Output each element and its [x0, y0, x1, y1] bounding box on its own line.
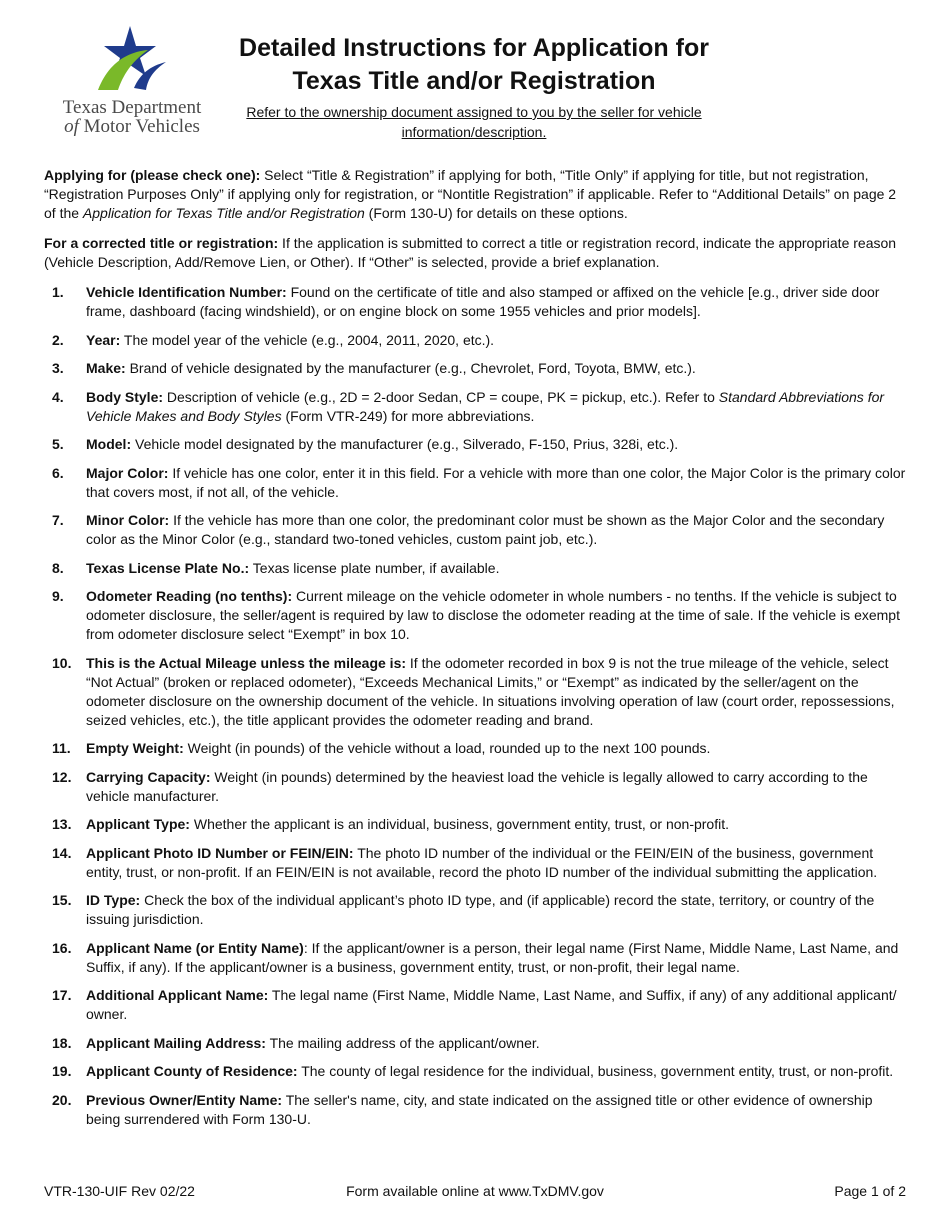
item-label: Applicant Name (or Entity Name)	[86, 939, 304, 956]
item-label: Vehicle Identification Number:	[86, 284, 287, 300]
list-item	[44, 844, 908, 882]
item-label: Applicant County of Residence:	[86, 1063, 298, 1079]
item-description	[86, 283, 908, 321]
item-number: 5.	[52, 436, 64, 452]
item-label: Texas License Plate No.:	[86, 559, 250, 576]
item-text-run: The seller's name, city, and state indicated on the assigned title or other evidence of ownership being surrendered with Form 130-U.	[86, 1091, 873, 1127]
item-number: 6.	[52, 464, 64, 481]
item-number: 17.	[52, 987, 72, 1003]
list-item	[44, 559, 908, 578]
item-text-run: The county of legal residence for the individual, business, government entity, trust, or non-profit.	[297, 1063, 894, 1079]
item-description	[86, 844, 908, 882]
item-text-run: The legal name (First Name, Middle Name, Last Name, and Suffix, if any) of any additional applicant/ owner.	[86, 987, 897, 1022]
logo-motor-vehicles: Motor Vehicles	[78, 116, 200, 137]
list-item	[44, 986, 908, 1024]
item-text-run: Whether the applicant is an individual, business, government entity, trust, or non-profit.	[189, 816, 729, 832]
item-text-run: Check the box of the individual applicant’s photo ID type, and (if applicable) record the state, territory, or country of the issuing jurisdiction.	[86, 892, 875, 927]
item-text-run: If the application is submitted to correct a title or registration record, indicate the appropriate reason (Vehicle Description, Add/Remove Lien, or Other). If “Other” is selected, provide a brief explanation.	[44, 235, 897, 270]
item-text-run: The model year of the vehicle (e.g., 2004, 2011, 2020, etc.).	[120, 331, 495, 348]
item-description	[86, 815, 908, 834]
page-footer	[44, 1183, 906, 1203]
item-label: Applicant Photo ID Number or FEIN/EIN:	[86, 844, 354, 861]
list-item	[44, 1034, 908, 1053]
item-number: 13.	[52, 816, 72, 832]
item-label: Applicant Mailing Address:	[86, 1034, 266, 1051]
item-label: For a corrected title or registration:	[44, 235, 279, 251]
item-description	[86, 587, 908, 644]
item-description	[86, 654, 908, 730]
instructions-body	[44, 166, 908, 1138]
item-number: 7.	[52, 512, 64, 528]
item-label: ID Type:	[86, 892, 141, 908]
list-item	[44, 654, 908, 730]
item-label: This is the Actual Mileage unless the mileage is:	[86, 654, 407, 671]
item-label: Major Color:	[86, 464, 169, 481]
item-description	[86, 511, 908, 549]
item-label: Minor Color:	[86, 512, 170, 528]
numbered-instructions-list	[44, 283, 908, 1129]
item-description	[86, 435, 908, 454]
item-description	[86, 1034, 908, 1053]
item-description	[86, 986, 908, 1024]
item-number: 20.	[52, 1091, 72, 1108]
item-text-run: Found on the certificate of title and also stamped or affixed on the vehicle [e.g., driver side door frame, dashboard (facing windshield), or on engine block on some 1955 vehicles and prior models].	[86, 284, 880, 319]
list-item	[44, 815, 908, 834]
intro-paragraph	[44, 234, 908, 272]
item-description	[86, 559, 908, 578]
item-number: 12.	[52, 768, 72, 785]
online-availability: Form available online at www.TxDMV.gov	[346, 1183, 604, 1199]
item-label: Make:	[86, 360, 126, 376]
list-item	[44, 1062, 908, 1081]
item-description	[86, 464, 908, 502]
item-text-run: If the odometer recorded in box 9 is not the true mileage of the vehicle, select “Not Actual” (broken or replaced odometer), “Exceeds Mechanical Limits,” or “Exempt” as indicated by the seller/agent on the odometer disclosure on the ownership document of the vehicle. In situations involving operation of law (court order, repossessions, seized vehicles, etc.), the title applicant provides the odometer reading and brand.	[86, 654, 895, 728]
item-label: Year:	[86, 331, 121, 348]
item-text-run: Weight (in pounds) of the vehicle without a load, rounded up to the next 100 pounds.	[183, 740, 711, 756]
page-title-line1: Detailed Instructions for Application for	[239, 34, 709, 62]
logo-line1: Texas Department	[62, 97, 202, 118]
item-number: 18.	[52, 1034, 72, 1051]
logo-of: of	[64, 116, 79, 137]
item-text-run: Vehicle model designated by the manufacturer (e.g., Silverado, F-150, Prius, 328i, etc.).	[131, 436, 679, 452]
intro-paragraph	[44, 166, 908, 223]
item-text-italic: Standard Abbreviations for Vehicle Makes and Body Styles	[86, 388, 885, 424]
item-text-run: The photo ID number of the individual or the FEIN/EIN of the business, government entity, trust, or non-profit. If an FEIN/EIN is not available, record the photo ID number of the individual submitting the application.	[86, 844, 878, 880]
item-label: Model:	[86, 436, 132, 452]
txdmv-logo	[52, 24, 212, 140]
item-description	[86, 739, 908, 758]
item-number: 8.	[52, 559, 64, 576]
page-header	[224, 32, 724, 142]
item-text-run: Select “Title & Registration” if applying for both, “Title Only” if applying for title, but not registration, “Registration Purposes Only” if applying only for registration, or “Nontitle Registration” if applicable. Refer to “Additional Details” on page 2 of the	[44, 167, 897, 221]
item-text-run: Current mileage on the vehicle odometer in whole numbers - no tenths. If the vehicle is subject to odometer disclosure, the seller/agent is required by law to disclose the odometer reading at the time of sale. If the vehicle is exempt from odometer disclosure select “Exempt” in box 10.	[86, 588, 900, 642]
item-text-run: If the vehicle has more than one color, the predominant color must be shown as the Major Color and the secondary color as the Minor Color (e.g., standard two-toned vehicles, custom paint job, etc.).	[86, 512, 885, 547]
item-label: Applicant Type:	[86, 816, 190, 832]
list-item	[44, 331, 908, 350]
list-item	[44, 768, 908, 806]
item-label: Previous Owner/Entity Name:	[86, 1091, 283, 1108]
star-logo-icon	[94, 24, 170, 96]
list-item	[44, 739, 908, 758]
item-text-run: The mailing address of the applicant/owner.	[265, 1034, 540, 1051]
item-label: Carrying Capacity:	[86, 768, 211, 785]
logo-line2	[52, 117, 212, 136]
item-description	[86, 768, 908, 806]
item-label: Applying for (please check one):	[44, 167, 261, 183]
item-number: 19.	[52, 1063, 72, 1079]
item-description	[86, 331, 908, 350]
list-item	[44, 511, 908, 549]
item-number: 16.	[52, 939, 72, 956]
item-number: 2.	[52, 331, 64, 348]
item-text-run: Brand of vehicle designated by the manufacturer (e.g., Chevrolet, Ford, Toyota, BMW, etc.).	[125, 360, 696, 376]
item-number: 11.	[52, 740, 71, 756]
list-item	[44, 283, 908, 321]
item-description	[86, 891, 908, 929]
item-description	[86, 359, 908, 378]
intro-section	[44, 166, 908, 272]
item-text-run: : If the applicant/owner is a person, their legal name (First Name, Middle Name, Last Name, and Suffix, if any). If the applicant/owner is a business, government entity, trust, or non-profit, their legal name.	[86, 939, 899, 975]
item-text-run: Weight (in pounds) determined by the heaviest load the vehicle is legally allowed to carry according to the vehicle manufacturer.	[86, 768, 868, 804]
item-label: Empty Weight:	[86, 740, 184, 756]
item-description	[86, 939, 908, 977]
form-id: VTR-130-UIF Rev 02/22	[44, 1183, 195, 1199]
item-description	[86, 388, 908, 426]
list-item	[44, 388, 908, 426]
list-item	[44, 587, 908, 644]
item-number: 3.	[52, 360, 64, 376]
item-text-run: (Form VTR-249) for more abbreviations.	[281, 407, 535, 424]
page-number: Page 1 of 2	[834, 1183, 906, 1199]
item-description	[86, 1062, 908, 1081]
list-item	[44, 435, 908, 454]
item-text-run: If vehicle has one color, enter it in this field. For a vehicle with more than one color, the Major Color is the primary color that covers most, if not all, of the vehicle.	[86, 464, 906, 500]
item-label: Body Style:	[86, 388, 164, 405]
list-item	[44, 939, 908, 977]
item-number: 9.	[52, 588, 64, 604]
item-text-run: (Form 130-U) for details on these options.	[364, 205, 628, 221]
item-label: Odometer Reading (no tenths):	[86, 588, 293, 604]
list-item	[44, 464, 908, 502]
list-item	[44, 359, 908, 378]
item-number: 14.	[52, 844, 72, 861]
item-label: Additional Applicant Name:	[86, 987, 269, 1003]
page-title-line2: Texas Title and/or Registration	[292, 67, 656, 95]
item-description	[86, 1091, 908, 1129]
list-item	[44, 891, 908, 929]
list-item	[44, 1091, 908, 1129]
page-subtitle: Refer to the ownership document assigned to you by the seller for vehicle information/description.	[246, 104, 702, 140]
item-text-italic: Application for Texas Title and/or Registration	[82, 205, 365, 221]
item-number: 4.	[52, 388, 64, 405]
item-number: 15.	[52, 892, 72, 908]
item-number: 10.	[52, 654, 72, 671]
logo-wordmark	[52, 98, 212, 136]
item-number: 1.	[52, 284, 64, 300]
item-text-run: Texas license plate number, if available.	[249, 559, 500, 576]
item-text-run: Description of vehicle (e.g., 2D = 2-door Sedan, CP = coupe, PK = pickup, etc.). Refer to	[163, 388, 719, 405]
